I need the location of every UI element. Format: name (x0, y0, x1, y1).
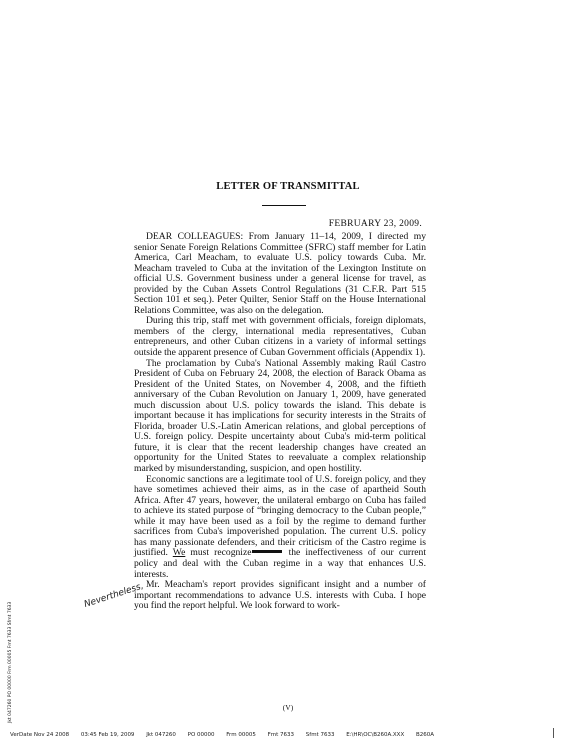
paragraph-4-mid: must recognize (185, 547, 252, 559)
paragraph-4-end: the ineffectiveness of our current policy and deal with the Cuban regime in a way that enhances U.S. interests. (134, 547, 426, 580)
salutation: DEAR COLLEAGUES: (146, 231, 244, 242)
footer-field: Fmt 7633 (267, 732, 295, 738)
title-divider (262, 205, 306, 206)
edited-word: We (172, 547, 186, 559)
page-number: (V) (282, 703, 294, 712)
margin-note: Jkt 047260 PO 00000 Frm 00005 Fmt 7633 Sfmt 7633 (8, 601, 13, 723)
letter-body (134, 232, 426, 612)
letter-date: FEBRUARY 23, 2009. (328, 219, 422, 229)
footer-field: E:\HR\OC\B260A.XXX (346, 732, 405, 738)
paragraph-3: The proclamation by Cuba's National Assembly making Raúl Castro President of Cuba on February 24, 2008, the election of Barack Obama as President of the United States, on November 4, 2008, and the fiftieth anniversary of the Cuban Revolution on January 1, 2009, have generated much discussion about U.S. policy towards the island. This debate is important because it has implications for security interests in the Straits of Florida, broader U.S.-Latin American relations, and global perceptions of U.S. foreign policy. Despite uncertainty about Cuba's mid-term political future, it is clear that the recent leadership changes have created an opportunity for the United States to reevaluate a complex relationship marked by misunderstanding, suspicion, and open hostility. (134, 357, 426, 475)
footer-field: B260A (415, 732, 435, 738)
paragraph-4 (134, 475, 426, 580)
paragraph-1 (134, 232, 426, 316)
footer-field: Frm 00005 (226, 732, 256, 738)
footer-field: Jkt 047260 (146, 732, 176, 738)
paragraph-2: During this trip, staff met with government officials, foreign diplomats, members of the clergy, international media representatives, Cuban entrepreneurs, and other Cuban citizens in a variety of informal settings outside the apparent presence of Cuban Government officials (Appendix 1). (134, 315, 426, 359)
letter-title: LETTER OF TRANSMITTAL (216, 181, 360, 192)
paragraph-1-text: From January 11–14, 2009, I directed my senior Senate Foreign Relations Committee (SFRC) staff member for Latin America, Carl Meacham, to evaluate U.S. policy towards Cuba. Mr. Meacham traveled to Cuba at the invitation of the Lexington Institute on official U.S. Government business under a general license for travel, as provided by the Cuban Assets Control Regulations (31 C.F.R. Part 515 Section 101 et seq.). Peter Quilter, Senior Staff on the House International Relations Committee, was also on the delegation. (134, 231, 426, 316)
paragraph-4-text: Economic sanctions are a legitimate tool of U.S. foreign policy, and they have sometimes achieved their aims, as in the case of apartheid South Africa. After 47 years, however, the unilateral embargo on Cuba has failed to achieve its stated purpose of “bringing democracy to the Cuban people,” while it may have been used as a foil by the regime to demand further sacrifices from Cuba's impoverished population. The current U.S. policy has many passionate defenders, and their criticism of the Castro regime is justified. (134, 473, 426, 559)
handwritten-note: Nevertheless, (82, 581, 145, 610)
redaction-mark (252, 550, 282, 553)
footer-field: VerDate Nov 24 2008 (10, 732, 70, 738)
paragraph-5: Mr. Meacham's report provides significant insight and a number of important recommendations to advance U.S. interests with Cuba. I hope you find the report helpful. We look forward to work- (134, 579, 426, 612)
footer-margin-mark (553, 728, 554, 738)
footer-field: Sfmt 7633 (305, 732, 335, 738)
footer-field: 03:45 Feb 19, 2009 (80, 732, 135, 738)
footer-field: PO 00000 (187, 732, 215, 738)
print-footer (10, 732, 444, 738)
